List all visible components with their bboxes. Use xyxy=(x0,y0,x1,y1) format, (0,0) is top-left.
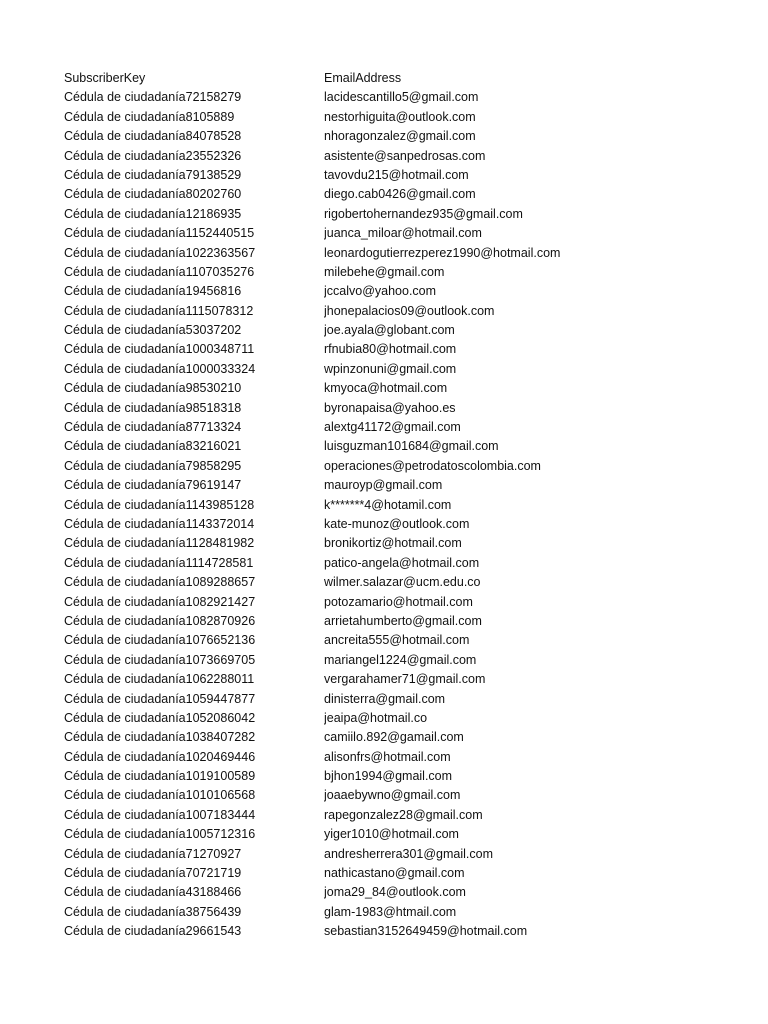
table-row xyxy=(64,670,744,689)
subscriber-key-cell: Cédula de ciudadanía1107035276 xyxy=(64,264,255,279)
subscriber-key-cell: Cédula de ciudadanía98530210 xyxy=(64,381,242,396)
table-row xyxy=(64,748,744,767)
table-row xyxy=(64,360,744,379)
email-address-cell: kate-munoz@outlook.com xyxy=(324,516,470,531)
table-row xyxy=(64,302,744,321)
email-address-cell: joe.ayala@globant.com xyxy=(324,323,455,338)
email-address-cell: sebastian3152649459@hotmail.com xyxy=(324,924,528,939)
email-address-cell: mariangel1224@gmail.com xyxy=(324,652,477,667)
table-row xyxy=(64,709,744,728)
table-row xyxy=(64,825,744,844)
subscriber-key-cell: Cédula de ciudadanía72158279 xyxy=(64,90,242,105)
email-address-cell: operaciones@petrodatoscolombia.com xyxy=(324,458,541,473)
subscriber-key-cell: Cédula de ciudadanía1143372014 xyxy=(64,516,255,531)
subscriber-key-cell: Cédula de ciudadanía80202760 xyxy=(64,187,242,202)
email-address-cell: jhonepalacios09@outlook.com xyxy=(324,303,495,318)
subscriber-key-cell: Cédula de ciudadanía19456816 xyxy=(64,284,242,299)
table-row xyxy=(64,224,744,243)
table-row xyxy=(64,554,744,573)
table-row xyxy=(64,127,744,146)
subscriber-key-cell: Cédula de ciudadanía1152440515 xyxy=(64,226,255,241)
subscriber-key-cell: Cédula de ciudadanía71270927 xyxy=(64,846,242,861)
table-row xyxy=(64,205,744,224)
subscriber-key-cell: Cédula de ciudadanía1062288011 xyxy=(64,672,255,687)
table-row xyxy=(64,340,744,359)
subscriber-key-cell: Cédula de ciudadanía53037202 xyxy=(64,323,242,338)
table-row xyxy=(64,864,744,883)
email-address-cell: juanca_miloar@hotmail.com xyxy=(324,226,482,241)
subscriber-key-cell: Cédula de ciudadanía1143985128 xyxy=(64,497,255,512)
subscriber-key-cell: Cédula de ciudadanía79138529 xyxy=(64,167,242,182)
table-row xyxy=(64,418,744,437)
table-row xyxy=(64,573,744,592)
table-row xyxy=(64,321,744,340)
table-row xyxy=(64,767,744,786)
email-address-cell: bronikortiz@hotmail.com xyxy=(324,536,462,551)
table-row xyxy=(64,457,744,476)
table-row xyxy=(64,593,744,612)
table-row xyxy=(64,282,744,301)
table-row xyxy=(64,612,744,631)
table-row xyxy=(64,379,744,398)
subscriber-key-cell: Cédula de ciudadanía23552326 xyxy=(64,148,242,163)
table-row xyxy=(64,108,744,127)
table-row xyxy=(64,166,744,185)
email-address-cell: nhoragonzalez@gmail.com xyxy=(324,129,476,144)
email-address-cell: ancreita555@hotmail.com xyxy=(324,633,470,648)
table-body xyxy=(64,88,744,941)
table-row xyxy=(64,922,744,941)
table-row xyxy=(64,185,744,204)
email-address-cell: nestorhiguita@outlook.com xyxy=(324,109,476,124)
email-address-cell: yiger1010@hotmail.com xyxy=(324,827,459,842)
email-address-cell: milebehe@gmail.com xyxy=(324,264,445,279)
subscriber-key-cell: Cédula de ciudadanía1082870926 xyxy=(64,613,256,628)
table-row xyxy=(64,806,744,825)
table-row xyxy=(64,883,744,902)
subscriber-key-header: SubscriberKey xyxy=(64,71,146,85)
email-address-cell: camiilo.892@gamail.com xyxy=(324,730,464,745)
subscriber-key-cell: Cédula de ciudadanía1128481982 xyxy=(64,536,255,551)
email-address-cell: jccalvo@yahoo.com xyxy=(324,284,437,299)
email-address-cell: asistente@sanpedrosas.com xyxy=(324,148,486,163)
subscriber-key-cell: Cédula de ciudadanía98518318 xyxy=(64,400,242,415)
subscriber-key-cell: Cédula de ciudadanía84078528 xyxy=(64,129,242,144)
subscriber-key-cell: Cédula de ciudadanía1059447877 xyxy=(64,691,256,706)
subscriber-table xyxy=(64,69,744,942)
table-row xyxy=(64,399,744,418)
table-row xyxy=(64,903,744,922)
table-row xyxy=(64,786,744,805)
email-address-cell: vergarahamer71@gmail.com xyxy=(324,672,486,687)
subscriber-key-cell: Cédula de ciudadanía38756439 xyxy=(64,904,242,919)
subscriber-key-cell: Cédula de ciudadanía1114728581 xyxy=(64,555,254,570)
subscriber-key-cell: Cédula de ciudadanía1115078312 xyxy=(64,303,254,318)
subscriber-key-cell: Cédula de ciudadanía79858295 xyxy=(64,458,242,473)
email-address-cell: joaaebywno@gmail.com xyxy=(324,788,461,803)
email-address-cell: glam-1983@htmail.com xyxy=(324,904,457,919)
email-address-cell: wpinzonuni@gmail.com xyxy=(324,361,457,376)
email-address-cell: joma29_84@outlook.com xyxy=(324,885,466,900)
table-row xyxy=(64,631,744,650)
subscriber-key-cell: Cédula de ciudadanía1020469446 xyxy=(64,749,256,764)
subscriber-key-cell: Cédula de ciudadanía1052086042 xyxy=(64,710,256,725)
table-header xyxy=(64,69,744,88)
email-address-cell: diego.cab0426@gmail.com xyxy=(324,187,476,202)
subscriber-key-cell: Cédula de ciudadanía79619147 xyxy=(64,478,242,493)
subscriber-key-cell: Cédula de ciudadanía1076652136 xyxy=(64,633,256,648)
subscriber-key-cell: Cédula de ciudadanía1038407282 xyxy=(64,730,256,745)
subscriber-key-cell: Cédula de ciudadanía83216021 xyxy=(64,439,242,454)
email-address-cell: rigobertohernandez935@gmail.com xyxy=(324,206,523,221)
email-address-cell: dinisterra@gmail.com xyxy=(324,691,446,706)
table-row xyxy=(64,496,744,515)
table-row xyxy=(64,728,744,747)
subscriber-key-cell: Cédula de ciudadanía1000033324 xyxy=(64,361,256,376)
subscriber-key-cell: Cédula de ciudadanía70721719 xyxy=(64,866,242,881)
email-address-cell: andresherrera301@gmail.com xyxy=(324,846,494,861)
table-row xyxy=(64,437,744,456)
subscriber-key-cell: Cédula de ciudadanía1082921427 xyxy=(64,594,256,609)
subscriber-key-cell: Cédula de ciudadanía43188466 xyxy=(64,885,242,900)
email-address-cell: bjhon1994@gmail.com xyxy=(324,769,453,784)
email-address-cell: byronapaisa@yahoo.es xyxy=(324,400,456,415)
table-row xyxy=(64,244,744,263)
table-row xyxy=(64,515,744,534)
email-address-cell: rfnubia80@hotmail.com xyxy=(324,342,457,357)
email-address-cell: alisonfrs@hotmail.com xyxy=(324,749,451,764)
subscriber-key-cell: Cédula de ciudadanía1019100589 xyxy=(64,769,256,784)
email-address-cell: wilmer.salazar@ucm.edu.co xyxy=(324,575,481,590)
email-address-cell: kmyoca@hotmail.com xyxy=(324,381,448,396)
subscriber-key-cell: Cédula de ciudadanía29661543 xyxy=(64,924,242,939)
email-address-cell: luisguzman101684@gmail.com xyxy=(324,439,499,454)
email-address-cell: alextg41172@gmail.com xyxy=(324,420,461,435)
table-row xyxy=(64,690,744,709)
table-row xyxy=(64,651,744,670)
table-row xyxy=(64,845,744,864)
table-row xyxy=(64,263,744,282)
subscriber-key-cell: Cédula de ciudadanía1022363567 xyxy=(64,245,256,260)
email-address-cell: mauroyp@gmail.com xyxy=(324,478,443,493)
subscriber-key-cell: Cédula de ciudadanía1005712316 xyxy=(64,827,256,842)
subscriber-key-cell: Cédula de ciudadanía1007183444 xyxy=(64,807,256,822)
subscriber-key-cell: Cédula de ciudadanía1073669705 xyxy=(64,652,256,667)
subscriber-key-cell: Cédula de ciudadanía1089288657 xyxy=(64,575,256,590)
table-row xyxy=(64,88,744,107)
email-address-cell: arrietahumberto@gmail.com xyxy=(324,613,482,628)
email-address-cell: potozamario@hotmail.com xyxy=(324,594,473,609)
subscriber-key-cell: Cédula de ciudadanía8105889 xyxy=(64,109,235,124)
subscriber-key-cell: Cédula de ciudadanía87713324 xyxy=(64,420,242,435)
email-address-header: EmailAddress xyxy=(324,71,402,85)
table-row xyxy=(64,476,744,495)
subscriber-key-cell: Cédula de ciudadanía1000348711 xyxy=(64,342,255,357)
email-address-cell: tavovdu215@hotmail.com xyxy=(324,167,469,182)
email-address-cell: jeaipa@hotmail.co xyxy=(324,710,428,725)
email-address-cell: rapegonzalez28@gmail.com xyxy=(324,807,483,822)
email-address-cell: k*******4@hotamil.com xyxy=(324,497,452,512)
email-address-cell: leonardogutierrezperez1990@hotmail.com xyxy=(324,245,561,260)
email-address-cell: nathicastano@gmail.com xyxy=(324,866,465,881)
table-row xyxy=(64,147,744,166)
subscriber-key-cell: Cédula de ciudadanía1010106568 xyxy=(64,788,256,803)
subscriber-key-cell: Cédula de ciudadanía12186935 xyxy=(64,206,242,221)
email-address-cell: lacidescantillo5@gmail.com xyxy=(324,90,479,105)
email-address-cell: patico-angela@hotmail.com xyxy=(324,555,480,570)
table-row xyxy=(64,534,744,553)
